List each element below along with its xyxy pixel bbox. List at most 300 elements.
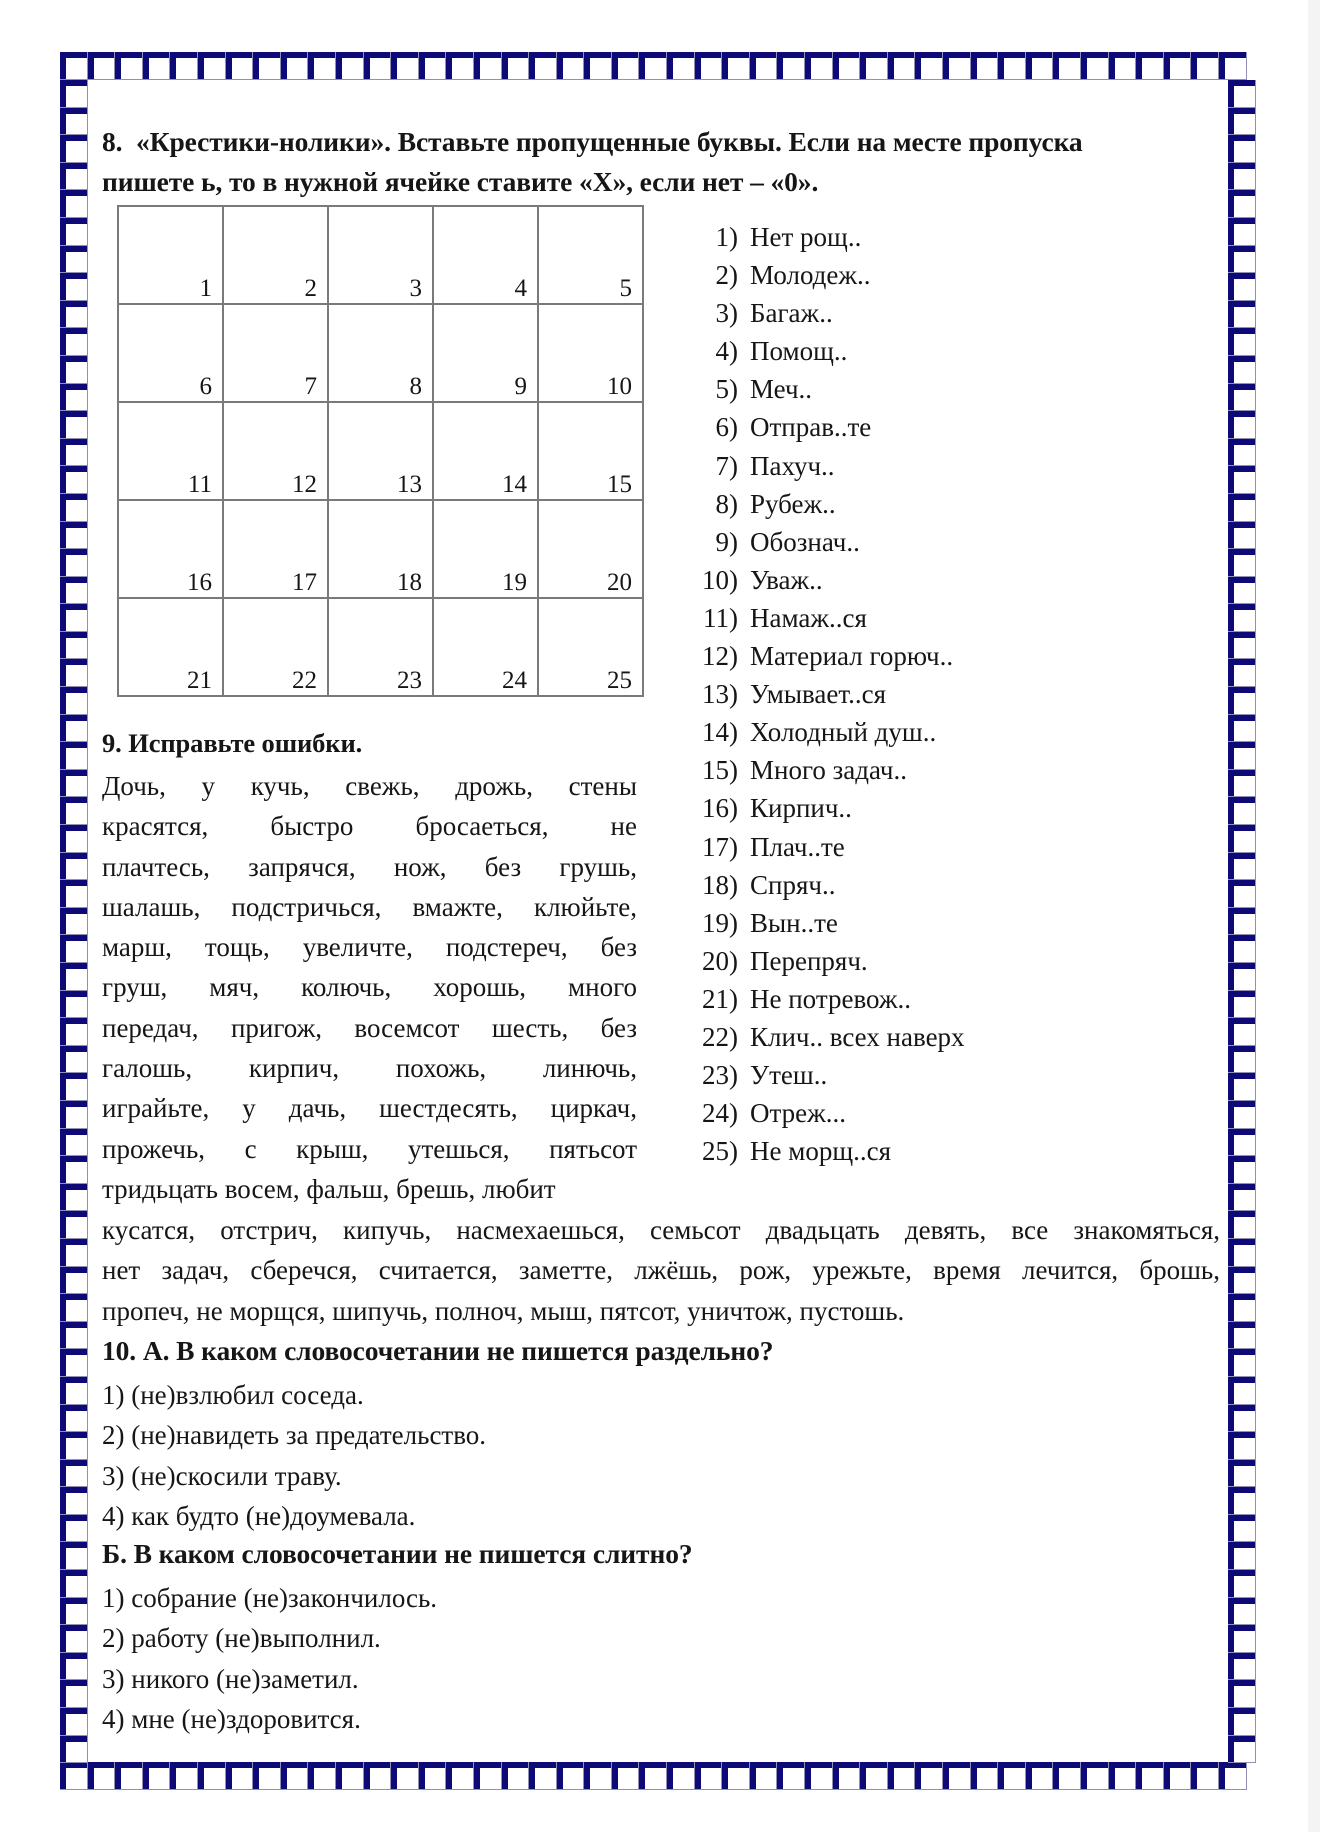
grid-cell[interactable]: 19 <box>433 500 538 598</box>
border-tile <box>60 1708 88 1736</box>
border-tile <box>60 1653 88 1681</box>
list-item <box>690 256 965 294</box>
list-item <box>690 294 965 332</box>
list-item-text: Спряч.. <box>750 869 836 900</box>
border-tile <box>60 1073 88 1101</box>
border-tile <box>60 1046 88 1074</box>
border-tile <box>1228 246 1256 274</box>
border-tile <box>695 1762 723 1790</box>
border-tile <box>170 52 198 80</box>
task8-title-line1: 8. «Крестики-нолики». Вставьте пропущенные буквы. Если на месте пропуска <box>102 126 1083 157</box>
list-item-number: 7) <box>715 450 738 481</box>
border-tile <box>1228 356 1256 384</box>
border-tile <box>1228 301 1256 329</box>
border-tile <box>1081 52 1109 80</box>
border-tile <box>143 52 171 80</box>
tic-tac-toe-grid <box>117 205 644 697</box>
border-tile <box>1228 108 1256 136</box>
border-tile <box>308 1762 336 1790</box>
border-tile <box>1228 190 1256 218</box>
border-tile <box>557 52 585 80</box>
grid-cell[interactable]: 15 <box>538 402 643 500</box>
border-tile <box>60 1460 88 1488</box>
list-item <box>690 218 965 256</box>
list-item <box>690 789 965 827</box>
border-tile <box>1228 577 1256 605</box>
list-item-text: Перепряч. <box>750 945 868 976</box>
border-tile <box>1228 1570 1256 1598</box>
list-item <box>690 332 965 370</box>
border-tile <box>1228 742 1256 770</box>
answer-option: 4) мне (не)здоровится. <box>102 1704 361 1735</box>
border-tile <box>1228 632 1256 660</box>
list-item-text: Материал горюч.. <box>750 641 954 672</box>
grid-cell[interactable]: 22 <box>223 598 328 696</box>
border-tile <box>60 80 88 108</box>
border-tile <box>474 1762 502 1790</box>
border-tile <box>60 1211 88 1239</box>
border-tile <box>60 1487 88 1515</box>
border-tile <box>777 52 805 80</box>
border-tile <box>1228 991 1256 1019</box>
border-tile <box>1228 1736 1256 1764</box>
grid-cell[interactable]: 21 <box>118 598 223 696</box>
border-tile <box>805 52 833 80</box>
border-tile <box>1228 770 1256 798</box>
border-tile <box>1136 52 1164 80</box>
list-item <box>690 1056 965 1094</box>
grid-cell[interactable]: 23 <box>328 598 433 696</box>
border-tile <box>60 1762 88 1790</box>
list-item-number: 18) <box>702 869 738 900</box>
border-tile <box>1228 659 1256 687</box>
grid-cell[interactable]: 11 <box>118 402 223 500</box>
border-tile <box>60 246 88 274</box>
list-item-text: Обознач.. <box>750 526 860 557</box>
border-tile <box>60 991 88 1019</box>
list-item <box>690 1018 965 1056</box>
border-tile <box>60 1267 88 1295</box>
list-item-text: Утеш.. <box>750 1060 828 1091</box>
border-tile <box>1228 549 1256 577</box>
task10b-options <box>102 1578 437 1740</box>
list-item <box>690 637 965 675</box>
border-tile <box>60 1570 88 1598</box>
paragraph-line: марш, тощь, увеличте, подстереч, без <box>102 932 637 963</box>
list-item-text: Умывает..ся <box>750 679 887 710</box>
grid-cell[interactable]: 7 <box>223 304 328 402</box>
border-tile <box>612 52 640 80</box>
list-item-number: 15) <box>702 755 738 786</box>
border-tile <box>1228 1267 1256 1295</box>
paragraph-line: плачтесь, запрячся, нож, без грушь, <box>102 851 637 882</box>
border-tile <box>60 549 88 577</box>
border-tile <box>1219 52 1247 80</box>
list-item-number: 17) <box>702 831 738 862</box>
grid-cell[interactable]: 14 <box>433 402 538 500</box>
task9-title: 9. Исправьте ошибки. <box>102 728 363 758</box>
border-tile <box>1026 52 1054 80</box>
border-tile <box>60 1349 88 1377</box>
list-item-number: 22) <box>702 1021 738 1052</box>
border-tile <box>60 687 88 715</box>
border-tile <box>557 1762 585 1790</box>
list-item-text: Не морщ..ся <box>750 1136 892 1167</box>
list-item-number: 12) <box>702 641 738 672</box>
list-item <box>690 866 965 904</box>
list-item-number: 5) <box>715 374 738 405</box>
list-item <box>690 828 965 866</box>
border-tile <box>1228 1405 1256 1433</box>
list-item <box>690 904 965 942</box>
list-item-number: 4) <box>715 336 738 367</box>
list-item-text: Холодный душ.. <box>750 717 937 748</box>
border-tile <box>1228 1349 1256 1377</box>
border-tile <box>60 825 88 853</box>
list-item <box>690 980 965 1018</box>
border-tile <box>60 770 88 798</box>
list-item-number: 8) <box>715 488 738 519</box>
border-tile <box>1026 1762 1054 1790</box>
border-tile <box>529 1762 557 1790</box>
border-tile <box>695 52 723 80</box>
decorative-border-bottom <box>60 1762 1247 1790</box>
border-tile <box>1228 411 1256 439</box>
list-item-number: 20) <box>702 945 738 976</box>
border-tile <box>805 1762 833 1790</box>
border-tile <box>1228 1129 1256 1157</box>
border-tile <box>88 1762 116 1790</box>
border-tile <box>115 1762 143 1790</box>
border-tile <box>1228 797 1256 825</box>
list-item-number: 16) <box>702 793 738 824</box>
border-tile <box>1228 163 1256 191</box>
border-tile <box>60 1129 88 1157</box>
border-tile <box>60 880 88 908</box>
border-tile <box>446 52 474 80</box>
border-tile <box>60 1294 88 1322</box>
border-tile <box>60 1515 88 1543</box>
border-tile <box>308 52 336 80</box>
list-item-number: 19) <box>702 907 738 938</box>
border-tile <box>777 1762 805 1790</box>
border-tile <box>281 52 309 80</box>
border-tile <box>1228 935 1256 963</box>
border-tile <box>60 1156 88 1184</box>
border-tile <box>170 1762 198 1790</box>
border-tile <box>1228 466 1256 494</box>
grid-cell[interactable]: 10 <box>538 304 643 402</box>
paragraph-line: пропеч, не морщся, шипучь, полноч, мыш, пятсот, уничтож, пустошь. <box>102 1295 905 1326</box>
list-item-number: 6) <box>715 412 738 443</box>
grid-cell[interactable]: 3 <box>328 206 433 304</box>
list-item <box>690 408 965 446</box>
border-tile <box>1228 1432 1256 1460</box>
paragraph-line: красятся, быстро бросаеться, не <box>102 811 637 842</box>
list-item <box>690 561 965 599</box>
border-tile <box>1228 1515 1256 1543</box>
list-item-text: Уваж.. <box>750 564 823 595</box>
border-tile <box>1164 52 1192 80</box>
border-tile <box>1228 604 1256 632</box>
border-tile <box>60 411 88 439</box>
border-tile <box>60 439 88 467</box>
border-tile <box>336 52 364 80</box>
list-item <box>690 599 965 637</box>
list-item <box>690 713 965 751</box>
border-tile <box>1228 1487 1256 1515</box>
list-item-number: 21) <box>702 983 738 1014</box>
grid-row <box>118 304 643 402</box>
border-tile <box>1228 825 1256 853</box>
border-tile <box>60 604 88 632</box>
list-item-text: Помощ.. <box>750 336 848 367</box>
border-tile <box>667 52 695 80</box>
list-item <box>690 447 965 485</box>
border-tile <box>529 52 557 80</box>
border-tile <box>1228 1542 1256 1570</box>
list-item-number: 1) <box>715 222 738 252</box>
border-tile <box>60 935 88 963</box>
border-tile <box>915 1762 943 1790</box>
grid-cell[interactable]: 6 <box>118 304 223 402</box>
border-tile <box>60 1322 88 1350</box>
border-tile <box>60 853 88 881</box>
border-tile <box>1228 1377 1256 1405</box>
border-tile <box>60 797 88 825</box>
paragraph-line: прожечь, с крыш, утешься, пятьсот <box>102 1133 637 1164</box>
decorative-border-top <box>60 52 1247 80</box>
list-item-number: 25) <box>702 1136 738 1167</box>
border-tile <box>60 1239 88 1267</box>
border-tile <box>1228 1708 1256 1736</box>
grid-cell[interactable]: 18 <box>328 500 433 598</box>
grid-cell[interactable]: 16 <box>118 500 223 598</box>
border-tile <box>60 1377 88 1405</box>
paragraph-line: тридьцать восем, фальш, брешь, любит <box>102 1173 556 1204</box>
grid-cell[interactable]: 13 <box>328 402 433 500</box>
border-tile <box>1228 1294 1256 1322</box>
border-tile <box>60 659 88 687</box>
border-tile <box>502 1762 530 1790</box>
grid-row <box>118 598 643 696</box>
border-tile <box>60 1432 88 1460</box>
border-tile <box>971 1762 999 1790</box>
grid-row <box>118 402 643 500</box>
border-tile <box>60 577 88 605</box>
grid-cell[interactable]: 8 <box>328 304 433 402</box>
list-item <box>690 942 965 980</box>
grid-cell[interactable]: 24 <box>433 598 538 696</box>
answer-option: 1) (не)взлюбил соседа. <box>102 1380 364 1410</box>
border-tile <box>60 1018 88 1046</box>
border-tile <box>419 1762 447 1790</box>
border-tile <box>943 52 971 80</box>
border-tile <box>446 1762 474 1790</box>
border-tile <box>722 1762 750 1790</box>
border-tile <box>60 494 88 522</box>
paragraph-line: передач, пригож, восемсот шесть, без <box>102 1012 637 1043</box>
paragraph-line: нет задач, сберечся, считается, заметте, лжёшь, рож, урежьте, время лечится, брошь, <box>102 1255 1220 1286</box>
border-tile <box>143 1762 171 1790</box>
border-tile <box>115 52 143 80</box>
border-tile <box>1228 1625 1256 1653</box>
border-tile <box>971 52 999 80</box>
grid-cell[interactable]: 17 <box>223 500 328 598</box>
border-tile <box>60 1625 88 1653</box>
border-tile <box>1228 135 1256 163</box>
border-tile <box>60 384 88 412</box>
border-tile <box>584 1762 612 1790</box>
list-item-text: Намаж..ся <box>750 602 867 633</box>
border-tile <box>364 52 392 80</box>
border-tile <box>584 52 612 80</box>
list-item-number: 2) <box>715 260 738 291</box>
border-tile <box>281 1762 309 1790</box>
border-tile <box>198 1762 226 1790</box>
border-tile <box>667 1762 695 1790</box>
list-item-text: Молодеж.. <box>750 260 871 291</box>
list-item-text: Много задач.. <box>750 755 907 786</box>
task9-paragraph-wide <box>102 1210 1220 1331</box>
border-tile <box>1228 522 1256 550</box>
list-item-text: Вын..те <box>750 907 838 938</box>
list-item-text: Рубеж.. <box>750 488 836 519</box>
border-tile <box>1228 273 1256 301</box>
list-item-text: Кирпич.. <box>750 793 852 824</box>
border-tile <box>1228 1460 1256 1488</box>
border-tile <box>336 1762 364 1790</box>
list-item <box>690 485 965 523</box>
border-tile <box>1228 687 1256 715</box>
border-tile <box>1228 1680 1256 1708</box>
border-tile <box>60 1542 88 1570</box>
border-tile <box>1228 1073 1256 1101</box>
border-tile <box>60 632 88 660</box>
border-tile <box>60 108 88 136</box>
border-tile <box>60 273 88 301</box>
border-tile <box>833 1762 861 1790</box>
list-item <box>690 1132 965 1170</box>
border-tile <box>88 52 116 80</box>
list-item-text: Меч.. <box>750 374 813 405</box>
border-tile <box>1228 1211 1256 1239</box>
grid-cell[interactable]: 12 <box>223 402 328 500</box>
task8-title-line2: пишете ь, то в нужной ячейке ставите «Х», если нет – «0». <box>102 166 819 197</box>
list-item-text: Отправ..те <box>750 412 872 443</box>
border-tile <box>1228 880 1256 908</box>
grid-cell[interactable]: 25 <box>538 598 643 696</box>
paragraph-line: шалашь, подстричься, вмажте, клюйьте, <box>102 891 637 922</box>
list-item-number: 23) <box>702 1060 738 1091</box>
border-tile <box>60 1680 88 1708</box>
border-tile <box>1228 853 1256 881</box>
border-tile <box>198 52 226 80</box>
border-tile <box>1053 52 1081 80</box>
border-tile <box>226 1762 254 1790</box>
grid-cell[interactable]: 2 <box>223 206 328 304</box>
border-tile <box>998 1762 1026 1790</box>
border-tile <box>60 1184 88 1212</box>
list-item-text: Пахуч.. <box>750 450 835 481</box>
border-tile <box>1228 439 1256 467</box>
list-item-text: Не потревож.. <box>750 983 911 1014</box>
answer-option: 1) собрание (не)закончилось. <box>102 1583 438 1613</box>
word-list <box>690 218 965 1170</box>
border-tile <box>1228 1322 1256 1350</box>
paragraph-line: кусатся, отстрич, кипучь, насмехаешься, семьсот двадьцать девять, все знакомяться, <box>102 1215 1220 1245</box>
answer-option: 2) (не)навидеть за предательство. <box>102 1420 487 1451</box>
border-tile <box>750 1762 778 1790</box>
border-tile <box>860 52 888 80</box>
border-tile <box>1109 1762 1137 1790</box>
list-item-number: 3) <box>715 298 738 329</box>
grid-cell[interactable]: 9 <box>433 304 538 402</box>
grid-cell[interactable]: 20 <box>538 500 643 598</box>
border-tile <box>888 52 916 80</box>
list-item-number: 24) <box>702 1098 738 1129</box>
border-tile <box>1164 1762 1192 1790</box>
border-tile <box>60 908 88 936</box>
list-item-text: Отреж... <box>750 1098 847 1129</box>
border-tile <box>612 1762 640 1790</box>
list-item <box>690 523 965 561</box>
paragraph-line: играйьте, у дачь, шестдесять, циркач, <box>102 1093 637 1124</box>
border-tile <box>60 466 88 494</box>
border-tile <box>1228 1156 1256 1184</box>
border-tile <box>60 135 88 163</box>
list-item-text: Багаж.. <box>750 298 833 329</box>
border-tile <box>1228 384 1256 412</box>
border-tile <box>1228 1598 1256 1626</box>
list-item-text: Плач..те <box>750 831 845 862</box>
border-tile <box>60 1405 88 1433</box>
border-tile <box>60 301 88 329</box>
border-tile <box>1228 1101 1256 1129</box>
border-tile <box>60 356 88 384</box>
paragraph-line: Дочь, у кучь, свежь, дрожь, стены <box>102 771 637 801</box>
list-item-number: 10) <box>702 564 738 595</box>
list-item-number: 9) <box>715 526 738 557</box>
border-tile <box>998 52 1026 80</box>
grid-cell[interactable]: 4 <box>433 206 538 304</box>
grid-row <box>118 206 643 304</box>
border-tile <box>60 52 88 80</box>
decorative-border-right <box>1228 80 1256 1763</box>
border-tile <box>1228 1184 1256 1212</box>
border-tile <box>364 1762 392 1790</box>
border-tile <box>1228 218 1256 246</box>
answer-option: 2) работу (не)выполнил. <box>102 1623 381 1654</box>
border-tile <box>1228 1239 1256 1267</box>
task10a-options <box>102 1375 486 1537</box>
grid-cell[interactable]: 1 <box>118 206 223 304</box>
border-tile <box>60 190 88 218</box>
grid-cell[interactable]: 5 <box>538 206 643 304</box>
border-tile <box>419 52 447 80</box>
border-tile <box>1228 1046 1256 1074</box>
border-tile <box>1228 494 1256 522</box>
border-tile <box>253 52 281 80</box>
answer-option: 4) как будто (не)доумевала. <box>102 1501 416 1532</box>
border-tile <box>943 1762 971 1790</box>
border-tile <box>60 1101 88 1129</box>
answer-option: 3) никого (не)заметил. <box>102 1663 359 1694</box>
border-tile <box>888 1762 916 1790</box>
list-item <box>690 751 965 789</box>
border-tile <box>639 1762 667 1790</box>
decorative-border-left <box>60 80 88 1763</box>
